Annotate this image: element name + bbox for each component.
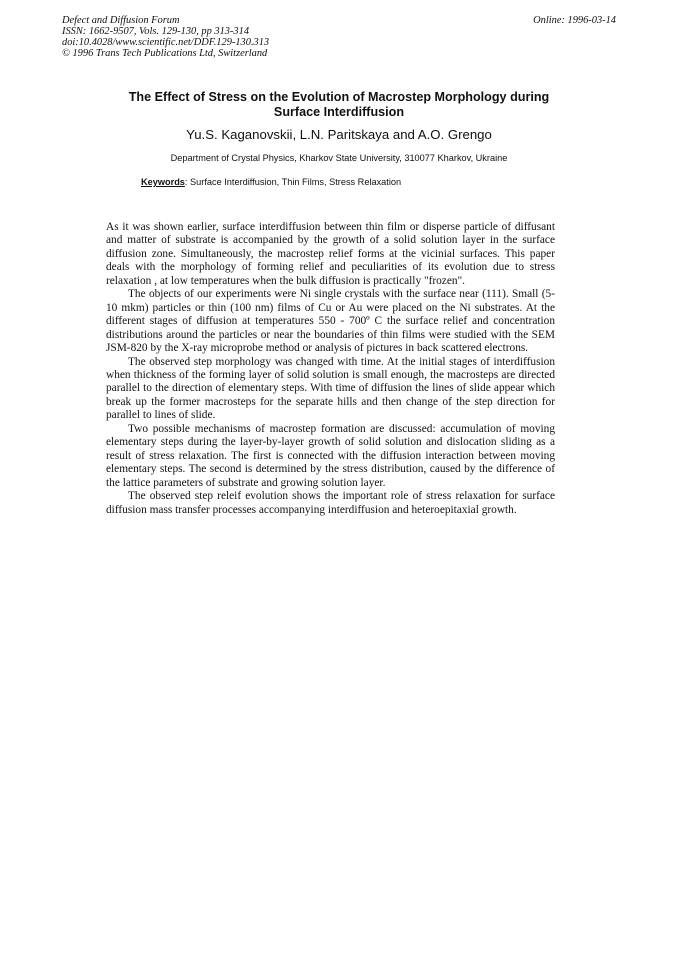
publication-info xyxy=(62,15,269,59)
doi-line[interactable]: doi:10.4028/www.scientific.net/DDF.129-130.313 xyxy=(62,37,270,48)
paragraph-2: The objects of our experiments were Ni single crystals with the surface near (111). Small (5-10 mkm) particles or thin (100 nm) films of Cu or Au were placed on the Ni substrates. At the different stages of diffusion at temperatures 550 - 700º C the surface relief and concentration distributions around the particles or near the boundaries of thin films were studied with the SEM JSM-820 by the X-ray microprobe method or analysis of pictures in back scattered electrons. xyxy=(106,288,555,355)
affiliation: Department of Crystal Physics, Kharkov State University, 310077 Kharkov, Ukraine xyxy=(170,153,508,163)
issn-line: ISSN: 1662-9507, Vols. 129-130, pp 313-314 xyxy=(62,26,250,37)
journal-name: Defect and Diffusion Forum xyxy=(62,15,180,26)
keywords-text: : Surface Interdiffusion, Thin Films, Stress Relaxation xyxy=(184,177,402,187)
online-date: Online: 1996-03-14 xyxy=(533,15,616,26)
authors: Yu.S. Kaganovskii, L.N. Paritskaya and A.O. Grengo xyxy=(186,127,492,142)
copyright-line: © 1996 Trans Tech Publications Ltd, Switzerland xyxy=(62,48,268,59)
title-line-2: Surface Interdiffusion xyxy=(273,105,405,119)
paragraph-1: As it was shown earlier, surface interdiffusion between thin film or disperse particle of diffusant and matter of substrate is accompanied by the growth of a solid solution layer in the surface diffusion zone. Simultaneously, the macrostep relief forms at the vicinial surfaces. This paper deals with the morphology of forming relief and peculiarities of its evolution due to stress relaxation , at low temperatures when the bulk diffusion is practically "frozen". xyxy=(106,221,555,287)
paragraph-4: Two possible mechanisms of macrostep formation are discussed: accumulation of moving elementary steps during the layer-by-layer growth of solid solution and dislocation sliding as a result of stress relaxation. The first is connected with the diffusion interaction between moving elementary steps. The second is determined by the stress distribution, caused by the difference of the lattice parameters of substrate and growing solution layer. xyxy=(106,422,555,489)
paragraph-3: The observed step morphology was changed with time. At the initial stages of interdiffusion when thickness of the forming layer of solid solution is small enough, the macrosteps are directed parallel to the direction of elementary steps. With time of diffusion the lines of slide appear which break up the former macrosteps for the separate hills and then change of the step direction for parallel to lines of slide. xyxy=(106,355,555,422)
abstract-body xyxy=(106,221,555,517)
title-line-1: The Effect of Stress on the Evolution of Macrostep Morphology during xyxy=(128,90,550,104)
keywords xyxy=(141,176,401,188)
paragraph-5: The observed step releif evolution shows the important role of stress relaxation for surface diffusion mass transfer processes accompanying interdiffusion and heteroepitaxial growth. xyxy=(106,490,555,516)
keywords-label: Keywords xyxy=(141,177,185,187)
paper-title xyxy=(100,90,578,120)
